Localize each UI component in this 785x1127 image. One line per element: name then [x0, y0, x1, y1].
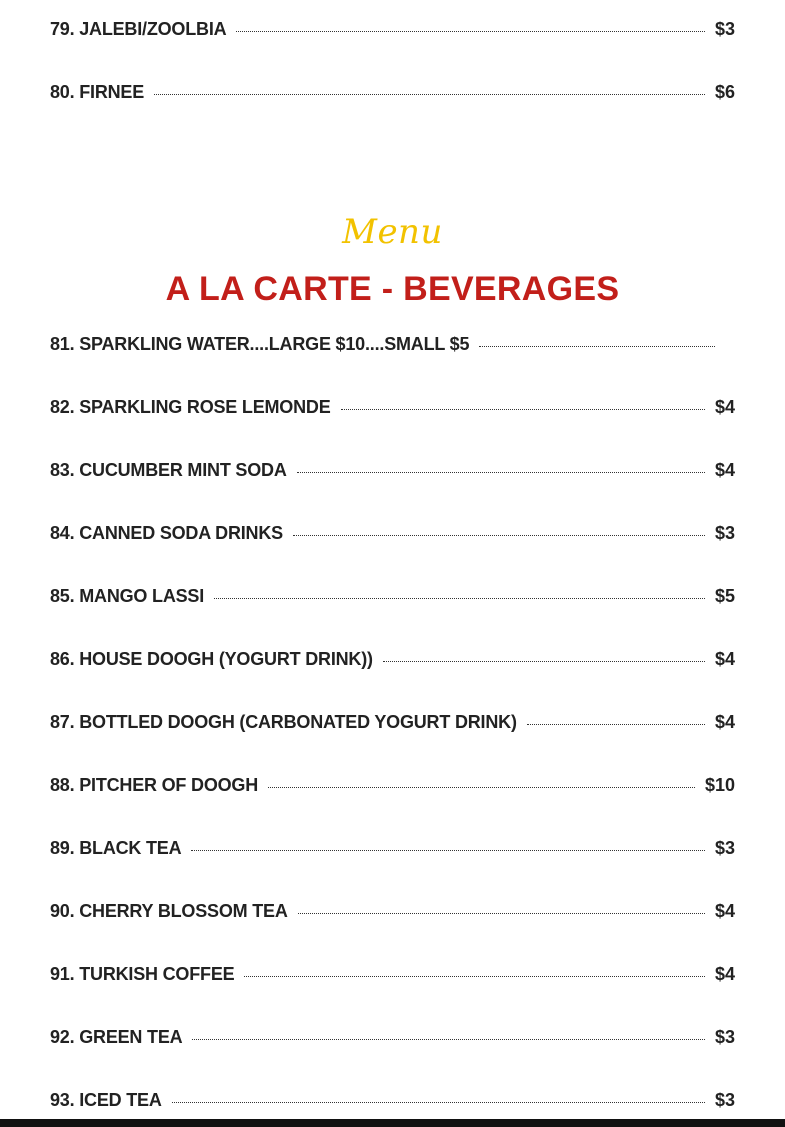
- menu-item-row: [50, 773, 735, 797]
- dotted-leader: [293, 535, 705, 536]
- menu-item-price: $3: [714, 1026, 735, 1047]
- menu-item-name: 84. CANNED SODA DRINKS: [50, 522, 283, 543]
- menu-item-name: 88. PITCHER OF DOOGH: [50, 774, 259, 795]
- menu-item-row: [50, 80, 735, 104]
- menu-item-row: [50, 899, 735, 923]
- dotted-leader: [527, 724, 705, 725]
- menu-item-price: $3: [714, 837, 735, 858]
- menu-item-row: [50, 395, 735, 419]
- menu-item-row: [50, 836, 735, 860]
- dotted-leader: [214, 598, 705, 599]
- menu-item-price: $4: [714, 963, 735, 984]
- menu-item-row: [50, 17, 735, 41]
- menu-item-row: [50, 1088, 735, 1112]
- menu-item-name: 83. CUCUMBER MINT SODA: [50, 459, 287, 480]
- dotted-leader: [172, 1102, 705, 1103]
- menu-item-price: $4: [714, 396, 735, 417]
- menu-item-price: $10: [704, 774, 735, 795]
- dotted-leader: [297, 472, 705, 473]
- menu-item-row: [50, 1025, 735, 1049]
- menu-item-price: $4: [714, 900, 735, 921]
- menu-item-price: $3: [714, 522, 735, 543]
- menu-item-row: [50, 332, 725, 356]
- dotted-leader: [298, 913, 705, 914]
- menu-item-price: $5: [714, 585, 735, 606]
- menu-item-price: $4: [714, 648, 735, 669]
- menu-item-name: 93. ICED TEA: [50, 1089, 162, 1110]
- menu-item-name: 80. FIRNEE: [50, 81, 145, 102]
- menu-item-name: 79. JALEBI/ZOOLBIA: [50, 18, 227, 39]
- menu-item-price: $3: [714, 18, 735, 39]
- menu-item-name: 91. TURKISH COFFEE: [50, 963, 235, 984]
- menu-item-price: $4: [714, 711, 735, 732]
- dotted-leader: [479, 346, 715, 347]
- dotted-leader: [191, 850, 705, 851]
- dotted-leader: [236, 31, 705, 32]
- menu-item-name: 85. MANGO LASSI: [50, 585, 205, 606]
- menu-item-name: 82. SPARKLING ROSE LEMONDE: [50, 396, 331, 417]
- menu-item-price: $3: [714, 1089, 735, 1110]
- menu-item-price: $4: [714, 459, 735, 480]
- menu-script-label: Menu: [342, 212, 443, 252]
- dotted-leader: [244, 976, 705, 977]
- menu-item-name: 92. GREEN TEA: [50, 1026, 183, 1047]
- menu-item-name: 81. SPARKLING WATER....LARGE $10....SMALL $5: [50, 333, 470, 354]
- menu-item-name: 90. CHERRY BLOSSOM TEA: [50, 900, 288, 921]
- menu-item-row: [50, 458, 735, 482]
- menu-item-name: 89. BLACK TEA: [50, 837, 182, 858]
- section-title: A LA CARTE - BEVERAGES: [165, 270, 620, 308]
- dotted-leader: [341, 409, 705, 410]
- dotted-leader: [154, 94, 705, 95]
- menu-item-price: $6: [714, 81, 735, 102]
- menu-item-row: [50, 521, 735, 545]
- menu-item-row: [50, 710, 735, 734]
- dotted-leader: [192, 1039, 705, 1040]
- bottom-edge-bar: [0, 1119, 785, 1127]
- menu-item-row: [50, 584, 735, 608]
- menu-item-name: 86. HOUSE DOOGH (YOGURT DRINK)): [50, 648, 373, 669]
- menu-item-row: [50, 962, 735, 986]
- dotted-leader: [383, 661, 705, 662]
- menu-item-name: 87. BOTTLED DOOGH (CARBONATED YOGURT DRINK): [50, 711, 517, 732]
- menu-item-row: [50, 647, 735, 671]
- dotted-leader: [268, 787, 695, 788]
